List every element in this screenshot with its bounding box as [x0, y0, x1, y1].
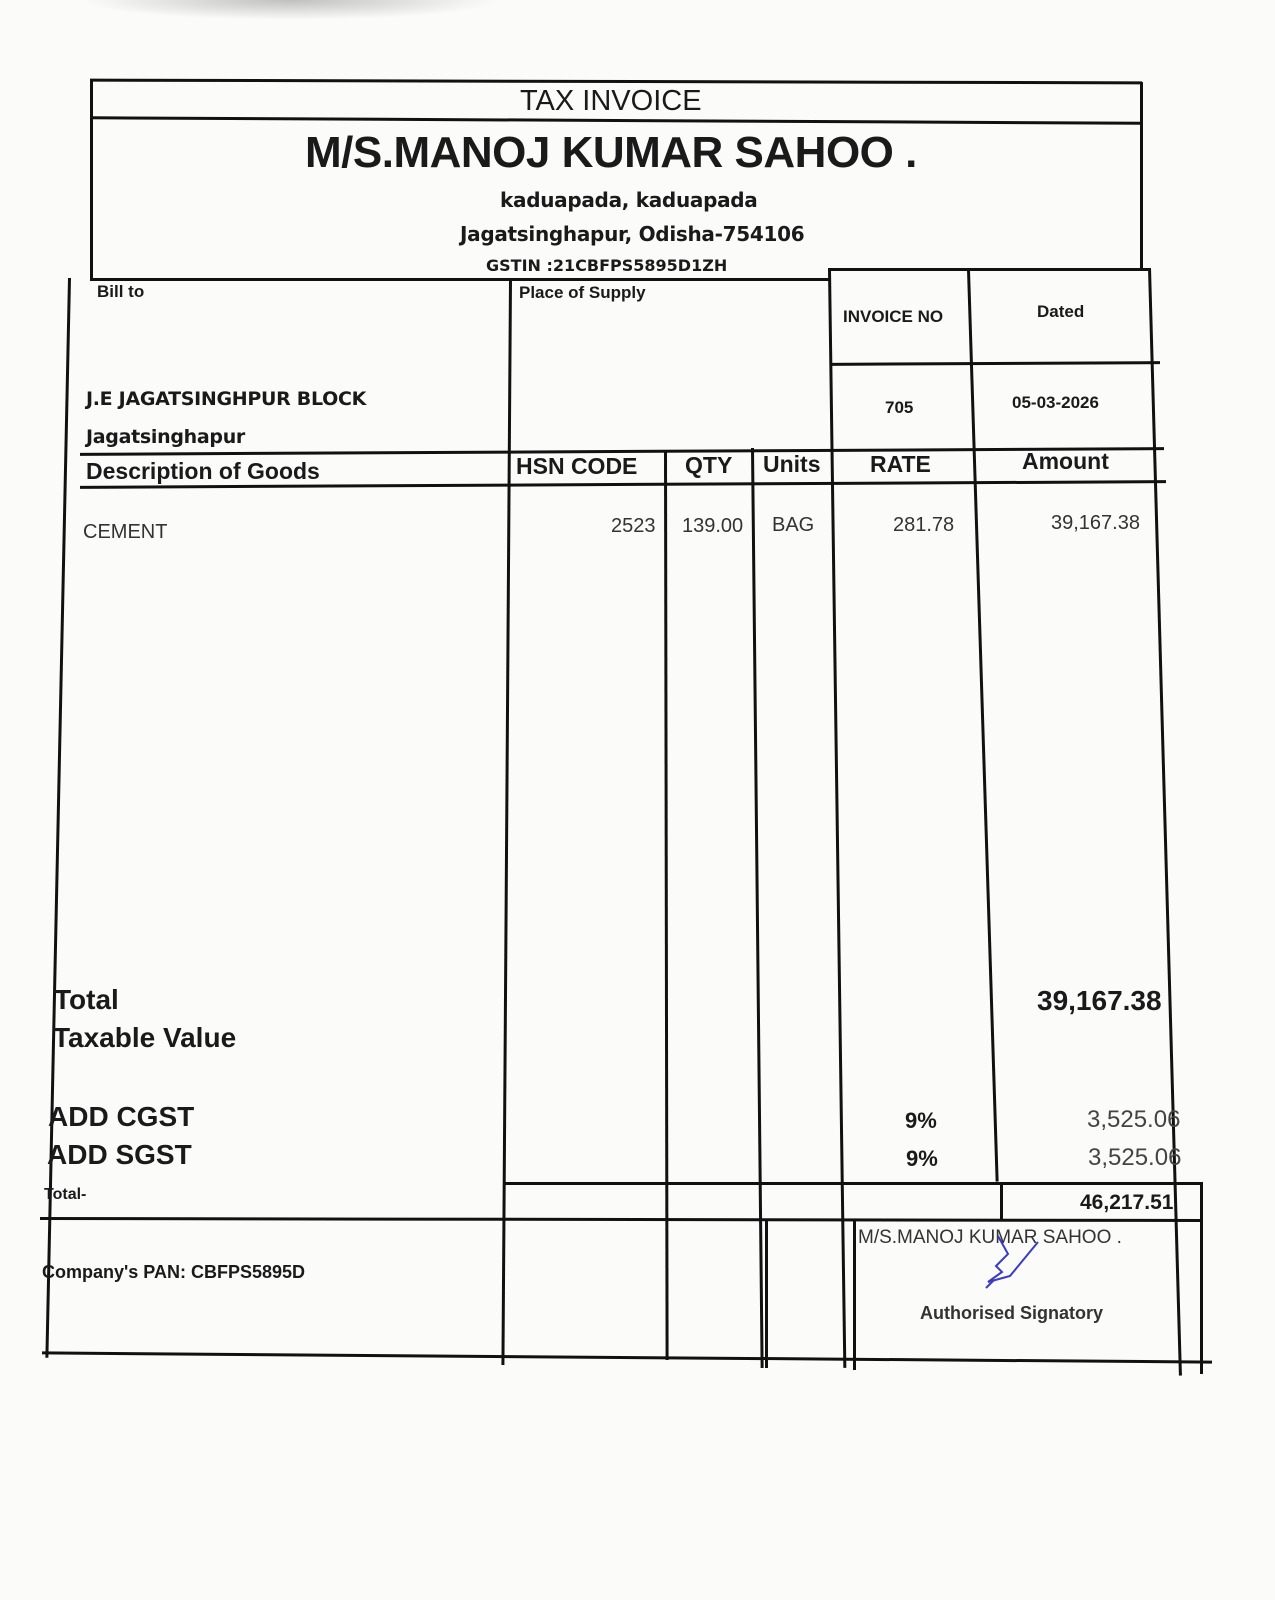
col-line-units-rate — [828, 270, 846, 1368]
col-line-total-amount — [1000, 1182, 1003, 1220]
seller-address-line1: kaduapada, kaduapada — [500, 188, 758, 212]
dated-label: Dated — [1037, 302, 1085, 321]
col-line-hsn-qty — [664, 450, 669, 1360]
grand-total-label: Total- — [44, 1186, 87, 1203]
col-line-qty-units — [751, 448, 764, 1368]
divider-grand-total-top — [505, 1182, 1202, 1185]
col-header-rate: RATE — [870, 451, 931, 477]
item-rate: 281.78 — [893, 514, 955, 536]
item-description: CEMENT — [83, 521, 168, 543]
signatory-company: M/S.MANOJ KUMAR SAHOO . — [858, 1227, 1122, 1248]
bill-to-name: J.E JAGATSINGHPUR BLOCK — [86, 388, 367, 410]
border-left-top — [90, 80, 93, 280]
sgst-amount: 3,525.06 — [1088, 1144, 1182, 1171]
item-hsn: 2523 — [611, 515, 656, 537]
border-right-bottom — [1200, 1182, 1203, 1374]
sgst-label: ADD SGST — [47, 1139, 192, 1170]
col-header-units: Units — [763, 451, 821, 477]
company-pan: Company's PAN: CBFPS5895D — [42, 1262, 306, 1282]
border-bottom — [42, 1351, 1212, 1363]
total-label: Total — [54, 984, 119, 1015]
bill-to-label: Bill to — [97, 282, 145, 301]
authorised-signatory-label: Authorised Signatory — [920, 1303, 1104, 1323]
item-amount: 39,167.38 — [1051, 512, 1140, 534]
bill-to-city: Jagatsinghapur — [86, 426, 245, 448]
taxable-value-label: Taxable Value — [53, 1022, 237, 1053]
document-title: TAX INVOICE — [520, 85, 702, 117]
item-units: BAG — [772, 514, 815, 536]
invoice-date: 05-03-2026 — [1012, 393, 1099, 412]
seller-name: M/S.MANOJ KUMAR SAHOO . — [305, 128, 917, 177]
border-right-top — [1140, 82, 1143, 268]
col-header-qty: QTY — [685, 452, 733, 478]
divider-footer-top — [40, 1217, 1202, 1222]
seller-address-line2: Jagatsinghapur, Odisha-754106 — [460, 222, 805, 246]
seller-gstin: GSTIN :21CBFPS5895D1ZH — [486, 256, 728, 275]
grand-total: 46,217.51 — [1080, 1191, 1174, 1214]
col-line-bill-place — [501, 280, 512, 1365]
col-line-footer-2 — [853, 1220, 856, 1370]
invoice-no-label: INVOICE NO — [843, 307, 944, 326]
taxable-value: 39,167.38 — [1037, 985, 1162, 1016]
signature-scribble — [950, 1232, 1070, 1302]
photo-shadow — [80, 0, 500, 20]
place-of-supply-label: Place of Supply — [519, 283, 646, 302]
cgst-rate: 9% — [905, 1108, 937, 1133]
col-header-hsn: HSN CODE — [516, 453, 638, 479]
col-line-footer-1 — [765, 1220, 768, 1368]
col-header-amount: Amount — [1022, 448, 1109, 474]
divider-header-right — [828, 268, 1148, 271]
invoice-no: 705 — [885, 398, 914, 417]
col-line-rate-amount — [967, 270, 999, 1182]
cgst-label: ADD CGST — [48, 1101, 195, 1132]
divider-invoice-no — [830, 361, 1160, 366]
sgst-rate: 9% — [906, 1146, 938, 1171]
divider-header — [90, 278, 830, 281]
col-header-description: Description of Goods — [86, 458, 320, 484]
item-qty: 139.00 — [682, 515, 744, 537]
border-top — [90, 79, 1142, 85]
cgst-amount: 3,525.06 — [1087, 1106, 1181, 1133]
